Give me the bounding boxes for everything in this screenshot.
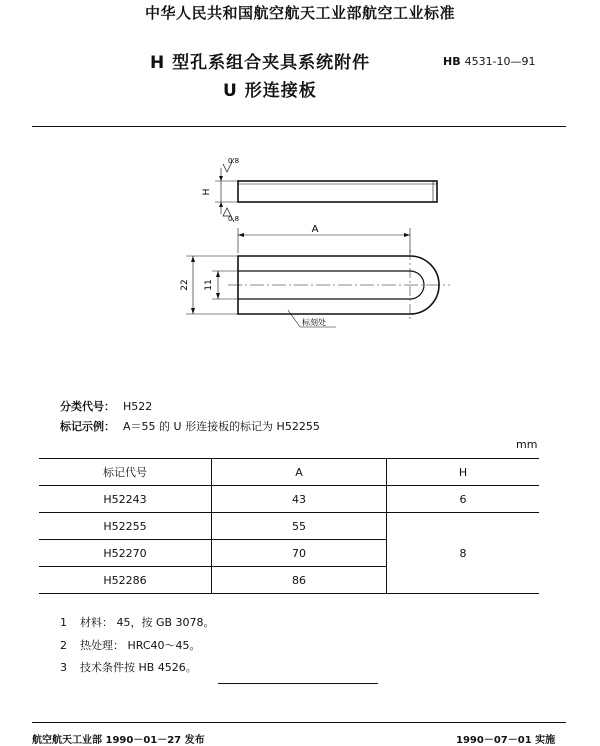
note-item bbox=[60, 637, 201, 653]
technical-drawing bbox=[0, 150, 600, 365]
table-row bbox=[39, 486, 539, 513]
standard-number bbox=[443, 55, 536, 68]
table-header-row bbox=[39, 459, 539, 486]
marking-label: 标刻处 bbox=[302, 318, 326, 327]
note-number: 2 bbox=[60, 639, 67, 652]
document-title-line1: H 型孔系组合夹具系统附件 bbox=[150, 53, 371, 73]
table-header-a: A bbox=[212, 459, 387, 486]
roughness-top-label: 0.8 bbox=[228, 157, 240, 165]
note-number: 3 bbox=[60, 661, 67, 674]
dim-A-label: A bbox=[311, 224, 319, 235]
note-text: 热处理： HRC40～45。 bbox=[80, 639, 201, 652]
cell-code: H52270 bbox=[39, 540, 212, 567]
table-header-code: 标记代号 bbox=[39, 459, 212, 486]
standard-prefix: HB bbox=[443, 55, 461, 68]
footer-issue-date: 航空航天工业部 1990－01－27 发布 bbox=[32, 735, 205, 746]
cell-h-merged: 8 bbox=[387, 513, 540, 594]
example-text: A＝55 的 U 形连接板的标记为 H52255 bbox=[123, 420, 320, 433]
cell-h: 6 bbox=[387, 486, 540, 513]
example-line bbox=[60, 418, 320, 434]
end-of-content-rule bbox=[218, 683, 378, 684]
document-title-line2: U 形连接板 bbox=[223, 81, 317, 101]
unit-label: mm bbox=[516, 438, 538, 451]
dim-22-label: 22 bbox=[180, 279, 190, 291]
classification-line bbox=[60, 398, 152, 414]
cell-a: 55 bbox=[212, 513, 387, 540]
classification-value: H522 bbox=[123, 400, 153, 413]
dim-11-label: 11 bbox=[204, 279, 214, 291]
footer-effective-date: 1990－07－01 实施 bbox=[456, 735, 556, 746]
u-slot-outline bbox=[238, 271, 424, 299]
note-text: 技术条件按 HB 4526。 bbox=[80, 661, 197, 674]
note-item bbox=[60, 659, 197, 675]
table-row bbox=[39, 513, 539, 540]
cell-a: 70 bbox=[212, 540, 387, 567]
note-item bbox=[60, 614, 215, 630]
table-header-h: H bbox=[387, 459, 540, 486]
header-rule bbox=[32, 126, 566, 127]
cell-code: H52243 bbox=[39, 486, 212, 513]
cell-code: H52286 bbox=[39, 567, 212, 594]
note-text: 材料： 45，按 GB 3078。 bbox=[80, 616, 215, 629]
cell-code: H52255 bbox=[39, 513, 212, 540]
issuing-organization: 中华人民共和国航空航天工业部航空工业标准 bbox=[144, 4, 455, 22]
dim-H-label: H bbox=[202, 188, 212, 196]
cell-a: 43 bbox=[212, 486, 387, 513]
example-label: 标记示例： bbox=[60, 420, 115, 433]
footer-rule bbox=[32, 722, 566, 723]
classification-label: 分类代号： bbox=[60, 400, 115, 413]
roughness-bottom-label: 0.8 bbox=[228, 215, 240, 223]
marking-leader bbox=[288, 310, 300, 327]
standard-code: 4531-10—91 bbox=[464, 55, 536, 68]
cell-a: 86 bbox=[212, 567, 387, 594]
dimension-table bbox=[39, 458, 539, 594]
note-number: 1 bbox=[60, 616, 67, 629]
